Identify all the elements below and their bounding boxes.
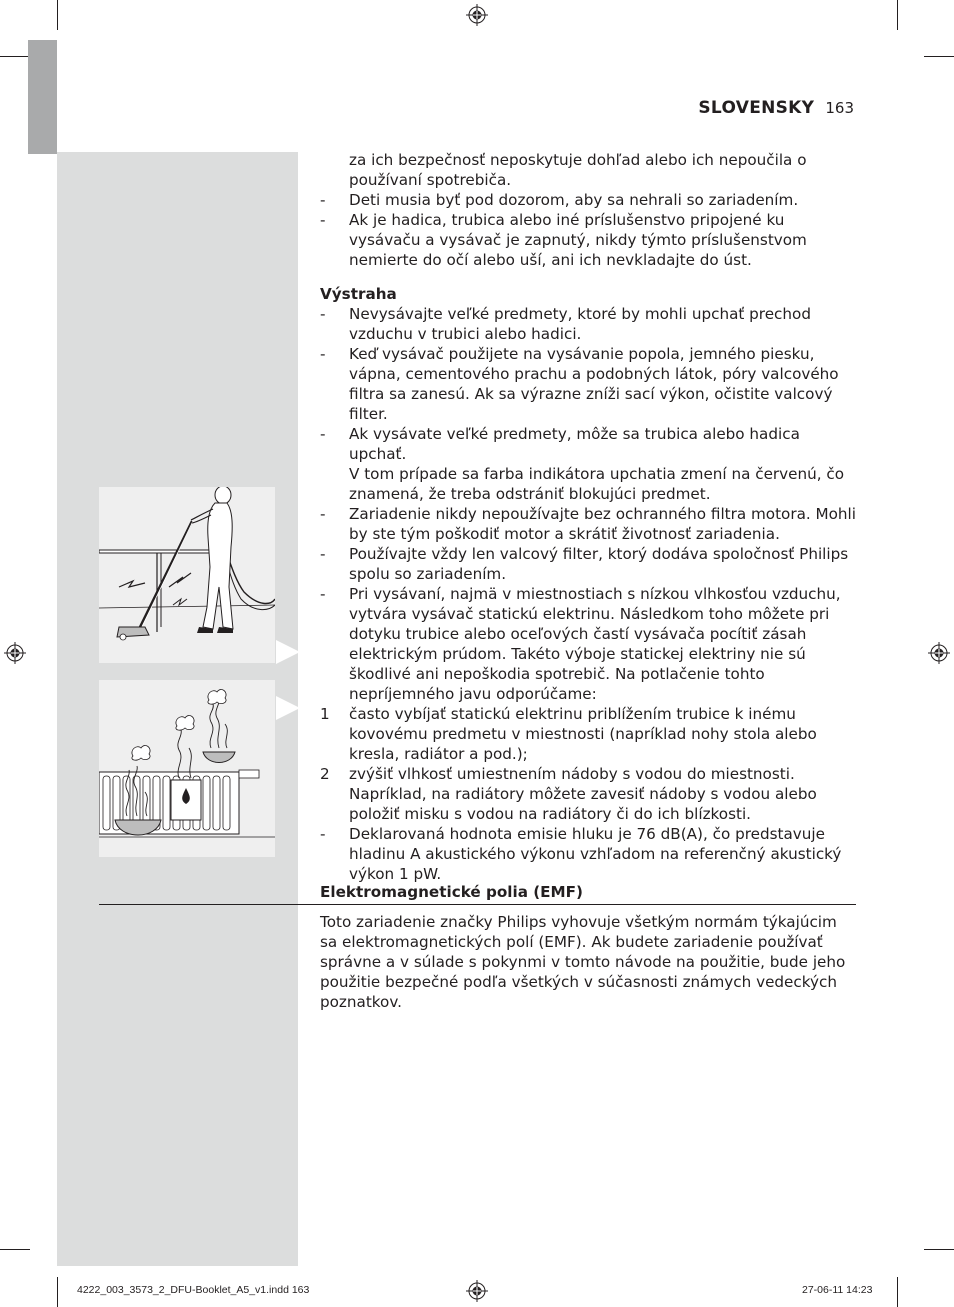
list-item (320, 824, 856, 884)
emf-paragraph: Toto zariadenie značky Philips vyhovuje všetkým normám týkajúcim sa elektromagnetických polí (EMF). Ak budete zariadenie používať správne a v súlade s pokynmi v tomto návode na použitie, bude jeho použitie bezpečné podľa všetkých v súčasnosti známych vedeckých poznatkov. (320, 913, 846, 1011)
pointer-triangle-icon (276, 640, 300, 664)
list-item (320, 584, 856, 704)
list-marker: - (320, 505, 326, 523)
crop-mark (57, 0, 58, 30)
footer-filename: 4222_003_3573_2_DFU-Booklet_A5_v1.indd 163 (77, 1284, 310, 1296)
list-item (320, 304, 856, 344)
list-marker: - (320, 345, 326, 363)
list-marker: - (320, 305, 326, 323)
crop-mark (0, 1249, 30, 1250)
section-divider (99, 904, 856, 905)
page-number: 163 (825, 99, 854, 117)
section-heading-emf: Elektromagnetické polia (EMF) (320, 883, 583, 901)
registration-mark-icon (466, 4, 488, 26)
list-item-text: Používajte vždy len valcový filter, ktorý dodáva spoločnosť Philips spolu so zariadením. (349, 545, 849, 583)
list-item-text-continued: V tom prípade sa farba indikátora upchatia zmení na červenú, čo znamená, že treba odstrániť blokujúci predmet. (349, 465, 845, 503)
page-header (600, 98, 854, 124)
registration-mark-icon (4, 642, 26, 664)
crop-mark (924, 56, 954, 57)
list-item-text: Ak vysávate veľké predmety, môže sa trubica alebo hadica upchať. (349, 425, 800, 463)
numbered-item (320, 764, 856, 824)
numbered-item (320, 704, 856, 764)
list-item-text: často vybíjať statickú elektrinu priblížením trubice k inému kovovému predmetu v miestnosti (napríklad nohy stola alebo kresla, radiátor a pod.); (349, 705, 817, 763)
registration-mark-icon (466, 1280, 488, 1302)
list-item-text: Keď vysávač použijete na vysávanie popola, jemného piesku, vápna, cementového prachu a podobných látok, póry valcového filtra sa zanesú. Ak sa výrazne zníži sací výkon, očistite valcový filter. (349, 345, 839, 423)
list-marker: - (320, 545, 326, 563)
list-item (320, 344, 856, 424)
list-number: 1 (320, 705, 330, 723)
list-item-text: Zariadenie nikdy nepoužívajte bez ochranného filtra motora. Mohli by ste tým poškodiť motor a skrátiť životnosť zariadenia. (349, 505, 857, 543)
crop-mark (897, 1277, 898, 1307)
language-tab (28, 40, 57, 154)
list-item (320, 424, 856, 504)
list-item-text: Nevysávajte veľké predmety, ktoré by mohli upchať prechod vzduchu v trubici alebo hadici. (349, 305, 811, 343)
pointer-triangle-icon (276, 696, 300, 720)
crop-mark (897, 0, 898, 30)
list-item-text: zvýšiť vlhkosť umiestnením nádoby s vodou do miestnosti. Napríklad, na radiátory môžete zavesiť nádoby s vodou alebo položiť misku s vodou na radiátory či do ich blízkosti. (349, 765, 817, 823)
list-item (320, 190, 856, 210)
illustration-humidify (99, 680, 275, 857)
list-marker: - (320, 825, 326, 843)
section-heading-warning: Výstraha (320, 285, 397, 303)
list-item-text: Deti musia byť pod dozorom, aby sa nehrali so zariadením. (349, 191, 799, 209)
list-marker: - (320, 425, 326, 443)
list-item-text: Ak je hadica, trubica alebo iné príslušenstvo pripojené ku vysávaču a vysávač je zapnutý, nikdy týmto príslušenstvom nemierte do očí alebo uší, ani ich nevkladajte do úst. (349, 211, 807, 269)
registration-mark-icon (928, 642, 950, 664)
list-item (320, 210, 856, 270)
crop-mark (0, 56, 30, 57)
list-marker: - (320, 211, 326, 229)
list-number: 2 (320, 765, 330, 783)
list-marker: - (320, 585, 326, 603)
footer-datetime: 27-06-11 14:23 (802, 1284, 873, 1296)
list-item (320, 544, 856, 584)
list-item-text: Deklarovaná hodnota emisie hluku je 76 dB(A), čo predstavuje hladinu A akustického výkonu vzhľadom na referenčný akustický výkon 1 pW. (349, 825, 842, 883)
crop-mark (924, 1249, 954, 1250)
list-item (320, 504, 856, 544)
main-content (320, 150, 856, 884)
list-item-text: Pri vysávaní, najmä v miestnostiach s nízkou vlhkosťou vzduchu, vytvára vysávač statickú elektrinu. Následkom toho môžete pri dotyku trubice alebo oceľových častí vysávača pocítiť zásah elektrickým prúdom. Takéto výboje statickej elektriny nie sú škodlivé ani nepoškodia spotrebič. Na potlačenie tohto nepríjemného javu odporúčame: (349, 585, 841, 703)
crop-mark (57, 1277, 58, 1307)
illustration-static-shock (99, 487, 275, 663)
continued-paragraph: za ich bezpečnosť neposkytuje dohľad alebo ich nepoučila o používaní spotrebiča. (349, 151, 807, 189)
language-title: SLOVENSKY (698, 98, 815, 118)
list-marker: - (320, 191, 326, 209)
